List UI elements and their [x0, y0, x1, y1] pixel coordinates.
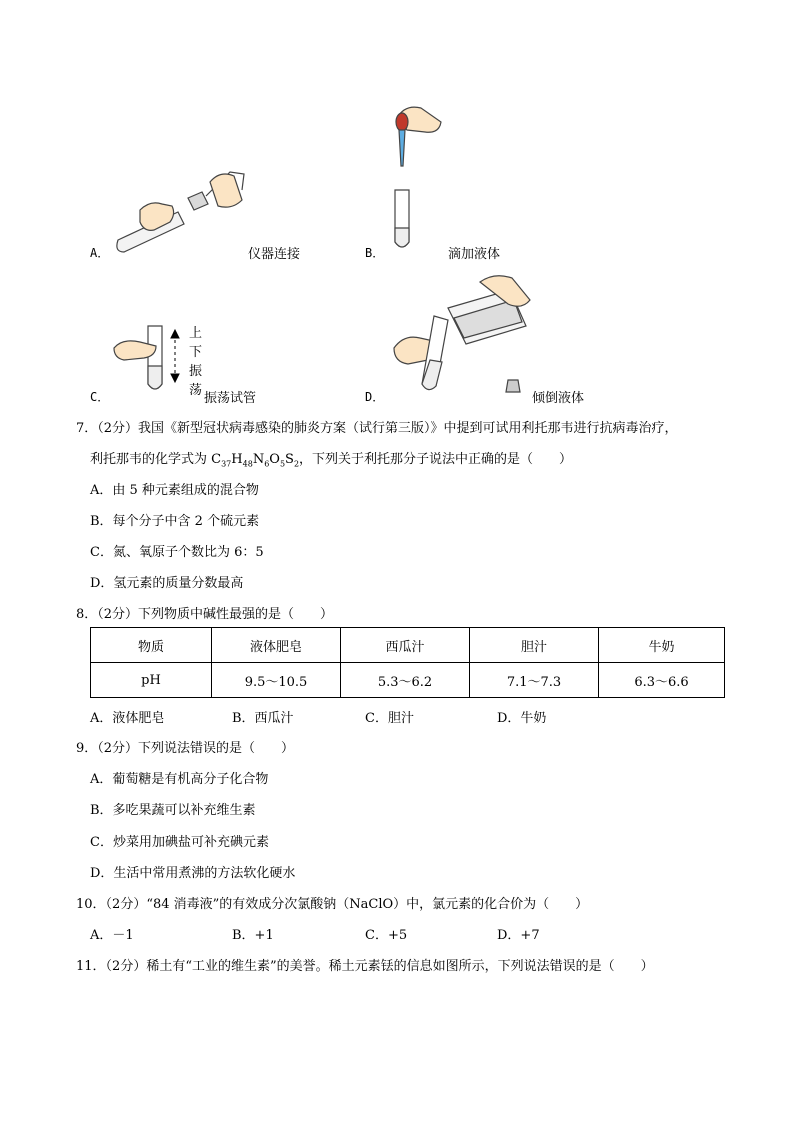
q6-option-a-label: 仪器连接 — [248, 247, 301, 262]
q7-stem-line1: 7．（2分）我国《新型冠状病毒感染的肺炎方案（试行第三版）》中提到可试用利托那韦进行抗病毒治疗， — [76, 421, 678, 436]
q10-option-c[interactable]: C．+5 — [365, 928, 408, 943]
ph-table-header: 胆汁 — [470, 628, 599, 663]
ph-table-header: 液体肥皂 — [212, 628, 341, 663]
shaking-tube-illustration — [110, 322, 180, 397]
ph-table-header-row — [91, 628, 725, 663]
ph-table-row — [91, 663, 725, 698]
q9-option-d[interactable]: D．生活中常用煮沸的方法软化硬水 — [90, 866, 296, 881]
q10-option-d[interactable]: D．+7 — [497, 928, 540, 943]
q6-option-c-letter[interactable]: C． — [90, 390, 110, 404]
ph-table-header: 西瓜汁 — [341, 628, 470, 663]
q8-option-d[interactable]: D．牛奶 — [497, 711, 547, 726]
q8-option-b[interactable]: B．西瓜汁 — [232, 711, 294, 726]
ph-table-header: 物质 — [91, 628, 212, 663]
ph-table-cell: 7.1～7.3 — [470, 663, 599, 698]
shake-arrow-char-1: 上 — [189, 326, 203, 341]
q8-stem: 8．（2分）下列物质中碱性最强的是（ ） — [76, 607, 334, 622]
q7-option-c[interactable]: C．氮、氧原子个数比为 6：5 — [90, 545, 264, 560]
ph-table — [90, 627, 725, 698]
q7-option-a[interactable]: A．由 5 种元素组成的混合物 — [90, 483, 259, 498]
q9-option-c[interactable]: C．炒菜用加碘盐可补充碘元素 — [90, 835, 269, 850]
q6-option-b-label: 滴加液体 — [448, 247, 501, 262]
q10-option-a[interactable]: A．－1 — [90, 928, 134, 943]
ph-table-cell: pH — [91, 663, 212, 698]
pouring-liquid-illustration — [390, 268, 540, 398]
shake-arrow-char-2: 下 — [189, 345, 203, 360]
shake-arrow-char-3: 振 — [189, 364, 203, 379]
apparatus-connection-illustration — [110, 160, 250, 255]
ph-table-header: 牛奶 — [599, 628, 725, 663]
q11-stem: 11．（2分）稀土有“工业的维生素”的美誉。稀土元素铥的信息如图所示，下列说法错误的是（ ） — [76, 959, 654, 974]
q7-stem-line2: 利托那韦的化学式为 $C_{37}H_{48}N_6O_5S_2$，下列关于利托那分子说法中正确的是（ ） — [90, 452, 573, 469]
ph-table-cell: 5.3～6.2 — [341, 663, 470, 698]
q6-option-c-label: 振荡试管 — [204, 391, 257, 406]
q6-option-d-label: 倾倒液体 — [532, 391, 585, 406]
q10-option-b[interactable]: B．+1 — [232, 928, 274, 943]
q8-option-a[interactable]: A．液体肥皂 — [90, 711, 165, 726]
ph-table-cell: 9.5～10.5 — [212, 663, 341, 698]
dropping-liquid-illustration — [385, 100, 445, 255]
q9-option-a[interactable]: A．葡萄糖是有机高分子化合物 — [90, 772, 269, 787]
q6-option-a-letter[interactable]: A． — [90, 246, 110, 260]
q7-option-d[interactable]: D．氢元素的质量分数最高 — [90, 576, 244, 591]
q7-option-b[interactable]: B．每个分子中含 2 个硫元素 — [90, 514, 260, 529]
q6-option-d-letter[interactable]: D． — [365, 390, 385, 404]
q9-stem: 9．（2分）下列说法错误的是（ ） — [76, 741, 295, 756]
q9-option-b[interactable]: B．多吃果蔬可以补充维生素 — [90, 803, 256, 818]
q10-stem: 10．（2分）“84 消毒液”的有效成分次氯酸钠（NaClO）中，氯元素的化合价为（ ） — [76, 897, 589, 912]
q6-option-b-letter[interactable]: B． — [365, 246, 385, 260]
shake-arrow-char-4: 荡 — [189, 383, 203, 398]
ph-table-cell: 6.3～6.6 — [599, 663, 725, 698]
q8-option-c[interactable]: C．胆汁 — [365, 711, 414, 726]
